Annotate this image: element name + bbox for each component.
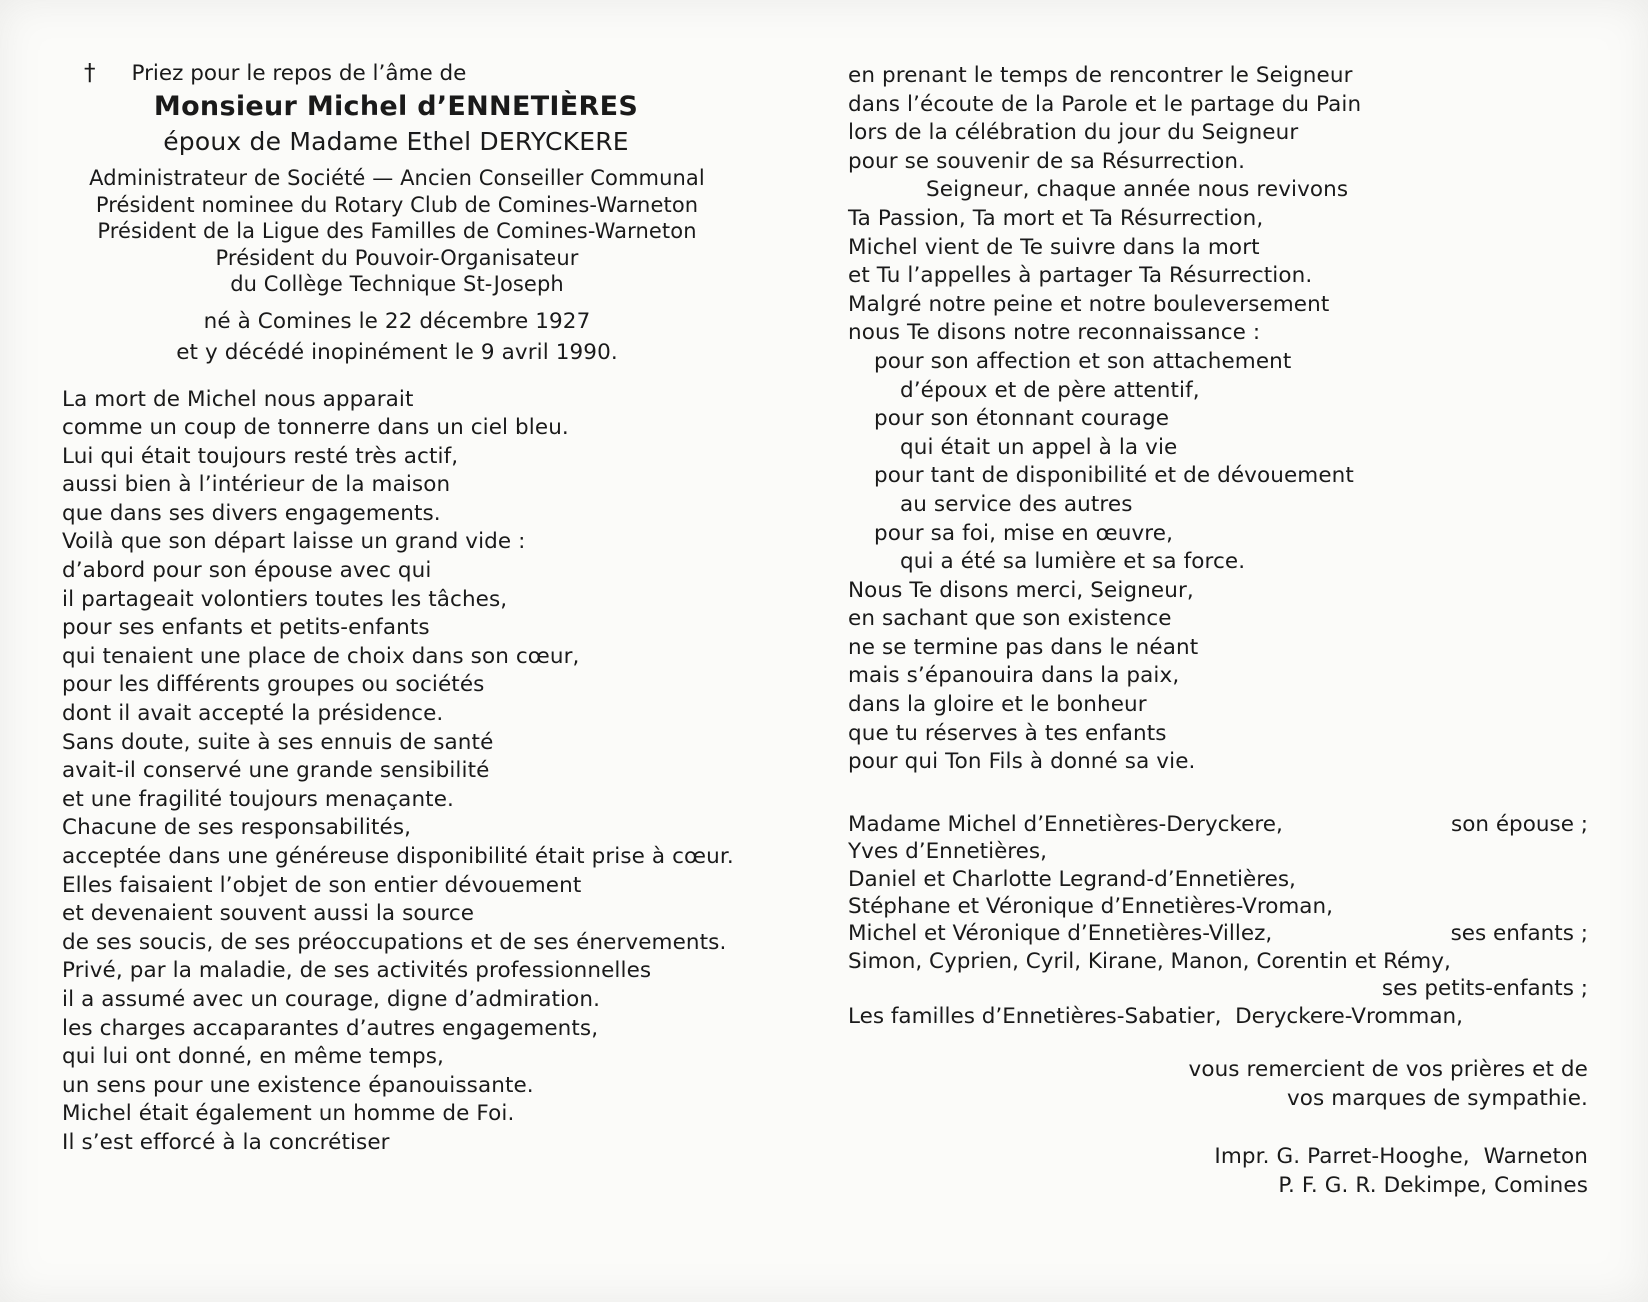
body-line: et devenaient souvent aussi la source <box>62 901 475 927</box>
death-line: et y décédé inopinément le 9 avril 1990. <box>176 339 618 365</box>
prayer-line: qui a été sa lumière et sa force. <box>900 549 1246 575</box>
prayer-line: Malgré notre peine et notre bouleversement <box>848 291 1330 317</box>
body-line: Sans doute, suite à ses ennuis de santé <box>62 729 494 755</box>
title-line: Président de la Ligue des Familles de Comines-Warneton <box>97 219 697 243</box>
body-line: un sens pour une existence épanouissante. <box>62 1072 534 1098</box>
family-relation <box>1558 838 1588 865</box>
invocation-text: Priez pour le repos de l’âme de <box>131 61 467 86</box>
body-line: Lui qui était toujours resté très actif, <box>62 443 459 469</box>
body-line: acceptée dans une généreuse disponibilité était prise à cœur. <box>62 844 734 869</box>
family-list <box>848 811 1588 1030</box>
prayer-line: dans la gloire et le bonheur <box>848 692 1147 718</box>
prayer-line: Seigneur, chaque année nous revivons <box>926 177 1349 203</box>
prayer-line: lors de la célébration du jour du Seigneur <box>848 120 1299 146</box>
dates-block <box>62 306 790 368</box>
body-line: Michel était également un homme de Foi. <box>62 1101 515 1127</box>
printer-block <box>848 1143 1588 1200</box>
body-line: de ses soucis, de ses préoccupations et de ses énervements. <box>62 929 727 955</box>
prayer-line: d’époux et de père attentif, <box>900 377 1200 403</box>
prayer-line: et Tu l’appelles à partager Ta Résurrection. <box>848 263 1313 289</box>
body-line: Privé, par la maladie, de ses activités professionnelles <box>62 958 652 984</box>
body-line: dont il avait accepté la présidence. <box>62 701 444 727</box>
family-name: Daniel et Charlotte Legrand-d’Ennetières, <box>848 866 1296 892</box>
deceased-name: Monsieur Michel d’ENNETIÈRES <box>153 91 639 122</box>
family-name: Les familles d’Ennetières-Sabatier, Deryckere-Vromman, <box>848 1003 1464 1029</box>
prayer-line: qui était un appel à la vie <box>900 434 1178 460</box>
prayer-line: nous Te disons notre reconnaissance : <box>848 320 1261 346</box>
thanks-line: vous remercient de vos prières et de <box>1188 1057 1588 1083</box>
family-relation: ses enfants ; <box>1450 921 1588 947</box>
family-name: Yves d’Ennetières, <box>848 839 1047 865</box>
body-line: les charges accaparantes d’autres engagements, <box>62 1015 599 1041</box>
family-row <box>848 811 1588 838</box>
family-relation <box>1558 866 1588 893</box>
prayer-line: en sachant que son existence <box>848 606 1172 632</box>
title-line: Président du Pouvoir-Organisateur <box>215 245 579 270</box>
body-line: avait-il conservé une grande sensibilité <box>62 758 490 784</box>
body-line: qui tenaient une place de choix dans son cœur, <box>62 643 580 669</box>
family-row <box>848 975 1588 1002</box>
body-line: La mort de Michel nous apparait <box>62 386 414 412</box>
body-line: pour ses enfants et petits-enfants <box>62 615 430 641</box>
family-relation <box>1558 1003 1588 1030</box>
invocation-line <box>62 58 790 89</box>
prayer-line: ne se termine pas dans le néant <box>848 634 1199 660</box>
prayer-line: pour tant de disponibilité et de dévouement <box>874 463 1354 489</box>
body-line: il partageait volontiers toutes les tâches, <box>62 586 508 612</box>
family-relation: son épouse ; <box>1451 811 1588 837</box>
prayer-line: Michel vient de Te suivre dans la mort <box>848 234 1260 260</box>
left-column <box>0 0 810 1302</box>
prayer-line: Nous Te disons merci, Seigneur, <box>848 577 1194 603</box>
prayer-line: que tu réserves à tes enfants <box>848 720 1167 746</box>
prayer-line: dans l’écoute de la Parole et le partage du Pain <box>848 91 1362 117</box>
body-line: que dans ses divers engagements. <box>62 500 441 526</box>
thanks-block <box>848 1056 1588 1113</box>
family-name: Stéphane et Véronique d’Ennetières-Vroman, <box>848 894 1333 920</box>
family-row <box>848 920 1588 947</box>
family-name: Madame Michel d’Ennetières-Deryckere, <box>848 811 1283 837</box>
body-line: Voilà que son départ laisse un grand vide : <box>62 529 526 555</box>
titles-block <box>62 165 790 298</box>
title-line: du Collège Technique St-Joseph <box>230 272 564 296</box>
body-line: comme un coup de tonnerre dans un ciel bleu. <box>62 415 569 441</box>
title-line: Président nominee du Rotary Club de Comines-Warneton <box>95 192 699 217</box>
family-row <box>848 866 1588 893</box>
family-name: Simon, Cyprien, Cyril, Kirane, Manon, Corentin et Rémy, <box>848 948 1451 974</box>
prayer-line: pour qui Ton Fils à donné sa vie. <box>848 749 1196 775</box>
printer-line: Impr. G. Parret-Hooghe, Warneton <box>1214 1144 1588 1170</box>
family-row <box>848 838 1588 865</box>
family-row <box>848 893 1588 920</box>
right-column <box>810 0 1648 1302</box>
body-line: Elles faisaient l’objet de son entier dévouement <box>62 872 582 898</box>
body-line: et une fragilité toujours menaçante. <box>62 786 454 812</box>
spouse-line: époux de Madame Ethel DERYCKERE <box>163 127 629 156</box>
birth-line: né à Comines le 22 décembre 1927 <box>203 308 591 334</box>
title-line: Administrateur de Société — Ancien Conseiller Communal <box>89 166 705 190</box>
prayer-line: en prenant le temps de rencontrer le Seigneur <box>848 63 1353 88</box>
prayer-line: au service des autres <box>900 491 1133 517</box>
family-row <box>848 948 1588 975</box>
family-relation <box>1558 893 1588 920</box>
body-line: Il s’est efforcé à la concrétiser <box>62 1129 390 1155</box>
prayer-line: pour sa foi, mise en œuvre, <box>874 520 1174 546</box>
left-body-text <box>62 386 790 1158</box>
family-relation: ses petits-enfants ; <box>1381 976 1588 1002</box>
prayer-line: mais s’épanouira dans la paix, <box>848 663 1180 689</box>
prayer-line: Ta Passion, Ta mort et Ta Résurrection, <box>848 205 1264 231</box>
body-line: d’abord pour son épouse avec qui <box>62 558 432 584</box>
prayer-line: pour se souvenir de sa Résurrection. <box>848 148 1246 174</box>
body-line: pour les différents groupes ou sociétés <box>62 672 485 698</box>
family-relation <box>1558 948 1588 975</box>
printer-line: P. F. G. R. Dekimpe, Comines <box>1278 1172 1588 1198</box>
family-row <box>848 1003 1588 1030</box>
cross-icon: † <box>84 60 96 86</box>
prayer-line: pour son affection et son attachement <box>874 348 1292 374</box>
body-line: il a assumé avec un courage, digne d’admiration. <box>62 986 601 1012</box>
body-line: qui lui ont donné, en même temps, <box>62 1044 444 1070</box>
thanks-line: vos marques de sympathie. <box>1286 1085 1588 1111</box>
body-line: Chacune de ses responsabilités, <box>62 815 412 841</box>
prayer-line: pour son étonnant courage <box>874 406 1170 432</box>
body-line: aussi bien à l’intérieur de la maison <box>62 472 451 498</box>
family-name: Michel et Véronique d’Ennetières-Villez, <box>848 921 1273 947</box>
prayer-text <box>848 62 1588 777</box>
